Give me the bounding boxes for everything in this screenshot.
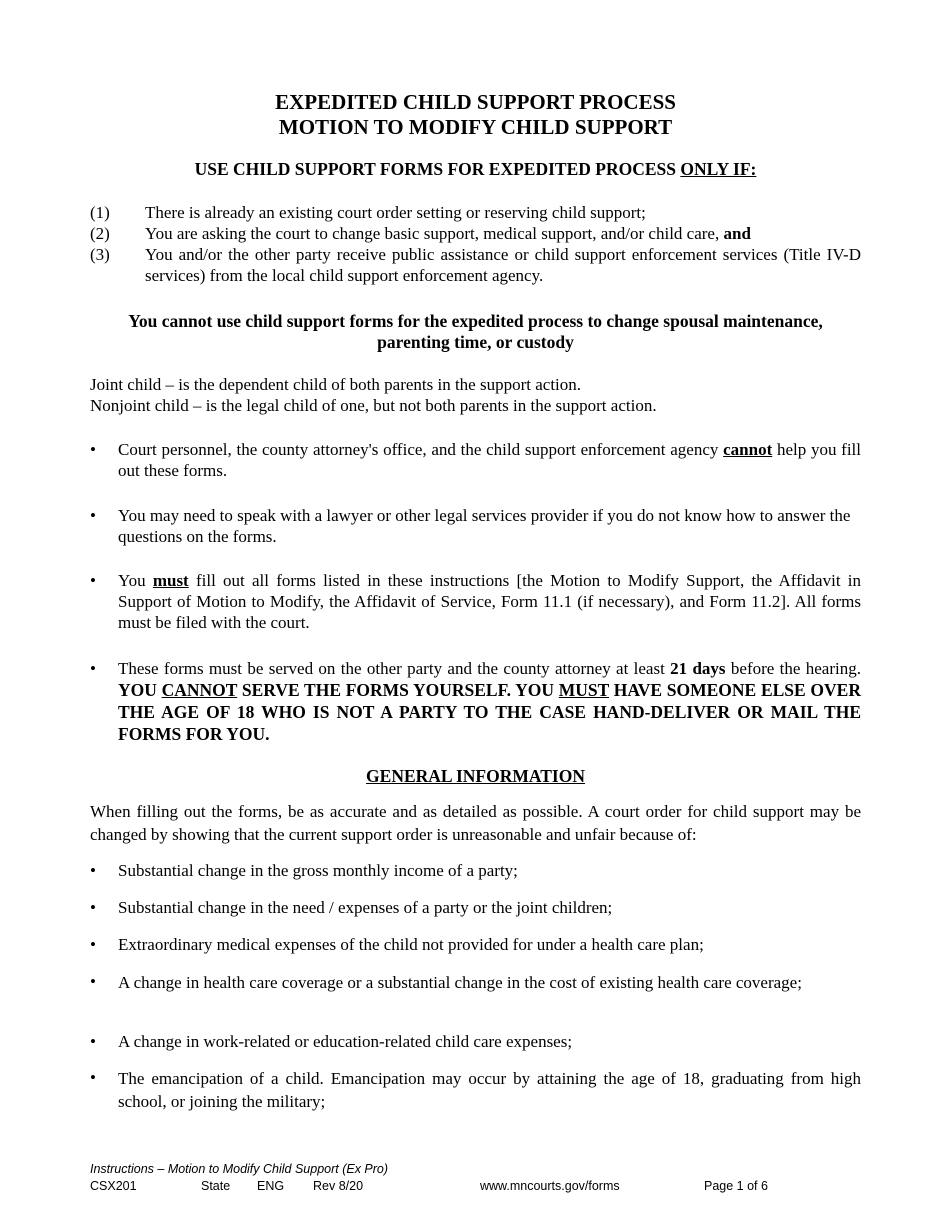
bullet-icon: • xyxy=(90,1032,96,1051)
bullet-icon: • xyxy=(90,440,96,459)
document-title-line2: MOTION TO MODIFY CHILD SUPPORT xyxy=(278,115,673,139)
bullet-icon: • xyxy=(90,1068,96,1087)
bullet-text-part: You xyxy=(118,571,153,590)
bullet-item xyxy=(90,570,861,633)
change-reason-item xyxy=(90,934,861,955)
footer-page-number: Page 1 of 6 xyxy=(704,1179,768,1193)
document-title-line1: EXPEDITED CHILD SUPPORT PROCESS xyxy=(275,90,676,114)
condition-number: (1) xyxy=(90,203,110,222)
restriction-warning: You cannot use child support forms for the expedited process to change spousal maintenance, parenting time, or custody xyxy=(128,311,823,352)
bullet-icon: • xyxy=(90,861,96,880)
service-warning-must: MUST xyxy=(558,680,609,700)
change-reason-text: A change in work-related or education-related child care expenses; xyxy=(118,1032,573,1051)
bullet-icon: • xyxy=(90,972,96,991)
service-warning-cannot: CANNOT xyxy=(161,680,238,700)
bullet-icon: • xyxy=(90,935,96,954)
condition-item xyxy=(90,202,861,223)
change-reason-text: Substantial change in the need / expenses of a party or the joint children; xyxy=(118,898,613,917)
change-reason-text: A change in health care coverage or a substantial change in the cost of existing health care coverage; xyxy=(118,973,802,992)
condition-item xyxy=(90,244,861,286)
condition-text-main: You are asking the court to change basic support, medical support, and/or child care, xyxy=(145,224,724,243)
condition-text: There is already an existing court order setting or reserving child support; xyxy=(145,203,646,222)
eligibility-heading-text: USE CHILD SUPPORT FORMS FOR EXPEDITED PROCESS xyxy=(194,159,681,179)
change-reason-item xyxy=(90,1067,861,1113)
change-reason-text: Substantial change in the gross monthly income of a party; xyxy=(118,861,518,880)
definition-nonjoint-child: Nonjoint child – is the legal child of one, but not both parents in the support action. xyxy=(90,396,657,415)
bullet-text xyxy=(118,658,861,745)
footer-jurisdiction: State xyxy=(201,1179,231,1193)
service-warning xyxy=(118,680,861,744)
eligibility-heading-only-if: ONLY IF: xyxy=(680,159,757,179)
change-reason-item xyxy=(90,897,861,918)
bullet-text-part: These forms must be served on the other party and the county attorney at least xyxy=(118,659,671,678)
bullet-text-part: help you fill out these forms. xyxy=(118,440,861,480)
bullet-text-part: Court personnel, the county attorney's office, and the child support enforcement agency xyxy=(118,440,724,459)
change-reason-item xyxy=(90,1031,861,1052)
change-reason-item xyxy=(90,971,861,994)
bullet-text xyxy=(118,439,861,481)
bullet-text-part: fill out all forms listed in these instructions [the Motion to Modify Support, the Affidavit in Support of Motion to Modify, the Affidavit of Service, Form 11.1 (if necessary), and Form 11.2]. All forms must be filed with the court. xyxy=(118,571,862,632)
bullet-item xyxy=(90,505,861,547)
bullet-icon: • xyxy=(90,898,96,917)
footer-language: ENG xyxy=(257,1179,285,1193)
condition-text xyxy=(145,223,861,244)
eligibility-heading xyxy=(90,159,861,180)
service-warning-part: YOU xyxy=(118,680,162,700)
change-reason-item xyxy=(90,860,861,881)
bullet-emphasis: 21 days xyxy=(670,659,726,678)
bullet-icon: • xyxy=(90,571,96,590)
change-reason-text: Extraordinary medical expenses of the child not provided for under a health care plan; xyxy=(118,935,704,954)
condition-and: and xyxy=(723,224,751,243)
bullet-text-part: before the hearing. xyxy=(725,659,861,678)
bullet-emphasis: must xyxy=(152,571,189,590)
condition-number: (2) xyxy=(90,224,110,243)
footer-info-row xyxy=(90,1179,861,1194)
footer-form-code: CSX201 xyxy=(90,1179,137,1193)
change-reason-text: The emancipation of a child. Emancipation may occur by attaining the age of 18, graduating from high school, or joining the military; xyxy=(118,1069,861,1111)
bullet-text xyxy=(118,570,861,633)
bullet-item xyxy=(90,658,861,745)
definition-joint-child: Joint child – is the dependent child of both parents in the support action. xyxy=(90,375,582,394)
general-information-intro: When filling out the forms, be as accurate and as detailed as possible. A court order for child support may be changed by showing that the current support order is unreasonable and unfair because of: xyxy=(90,802,861,844)
bullet-emphasis: cannot xyxy=(723,440,773,459)
bullet-icon: • xyxy=(90,659,96,678)
service-warning-part: SERVE THE FORMS YOURSELF. YOU xyxy=(237,680,559,700)
condition-number: (3) xyxy=(90,245,110,264)
condition-item xyxy=(90,223,861,244)
bullet-item xyxy=(90,439,861,481)
bullet-icon: • xyxy=(90,506,96,525)
footer-form-title: Instructions – Motion to Modify Child Support (Ex Pro) xyxy=(90,1162,389,1176)
condition-text: You and/or the other party receive public assistance or child support enforcement services (Title IV-D services) from the local child support enforcement agency. xyxy=(145,245,861,285)
footer-website-link[interactable]: www.mncourts.gov/forms xyxy=(480,1179,620,1193)
service-warning-part: HAVE SOMEONE ELSE OVER THE AGE OF 18 WHO IS NOT A PARTY TO THE CASE HAND-DELIVER OR MAIL THE FORMS FOR YOU. xyxy=(118,680,861,744)
general-information-heading: GENERAL INFORMATION xyxy=(366,766,585,786)
bullet-text: You may need to speak with a lawyer or other legal services provider if you do not know how to answer the questions on the forms. xyxy=(118,506,851,546)
footer-revision: Rev 8/20 xyxy=(313,1179,364,1193)
